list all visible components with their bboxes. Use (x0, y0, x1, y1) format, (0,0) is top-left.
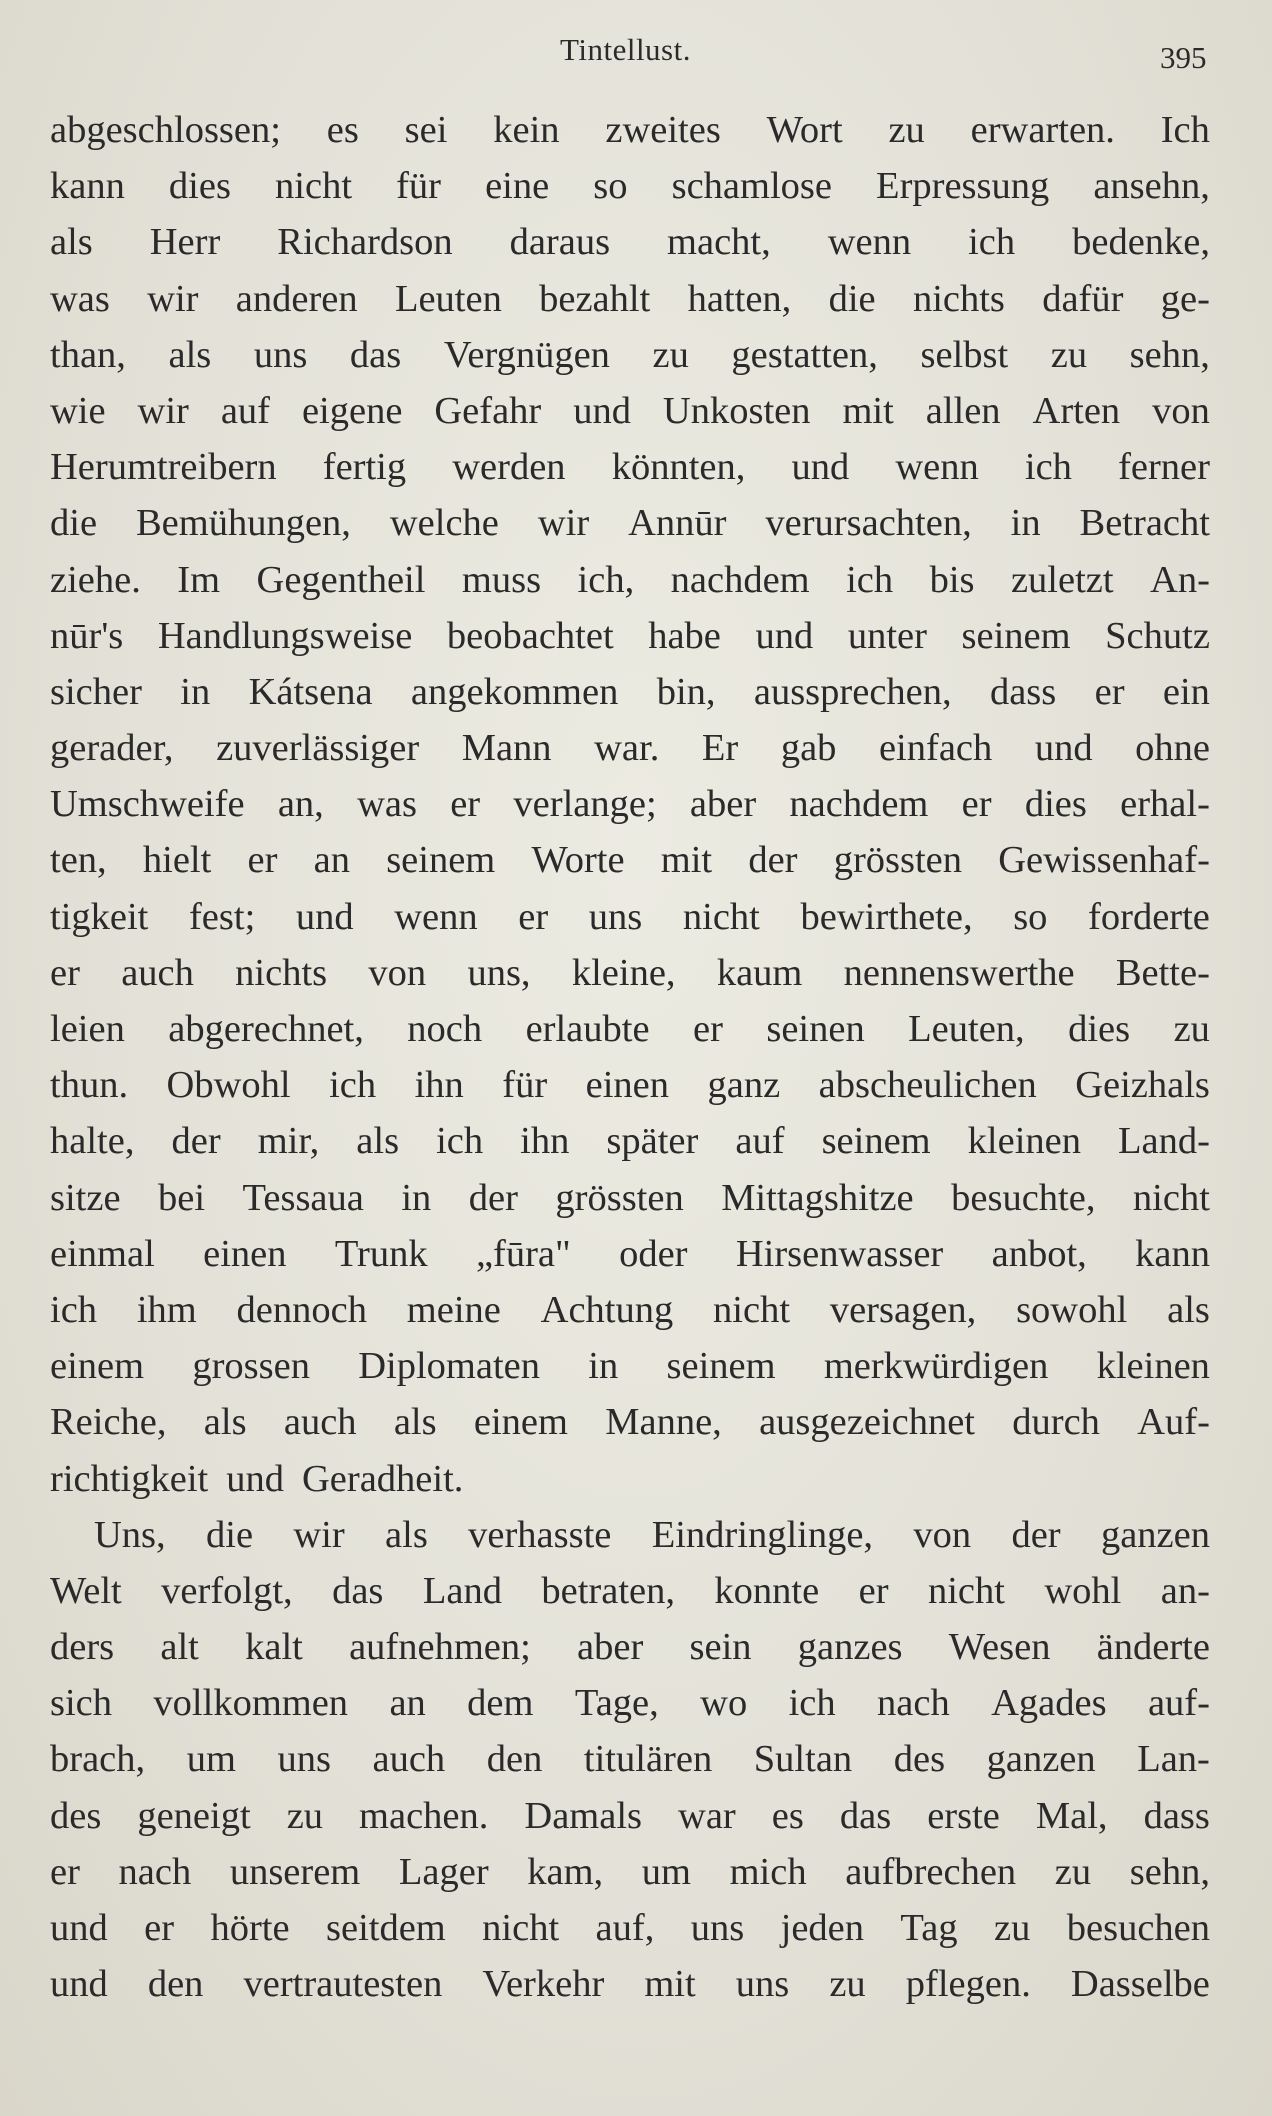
text-line: Herumtreibern fertig werden könnten, und wenn ich ferner (50, 446, 1210, 489)
text-line: thun. Obwohl ich ihn für einen ganz abscheulichen Geizhals (50, 1064, 1210, 1107)
text-line: sitze bei Tessaua in der grössten Mittagshitze besuchte, nicht (50, 1176, 1210, 1219)
text-line: einmal einen Trunk „fūra" oder Hirsenwasser anbot, kann (50, 1232, 1210, 1275)
text-line: und er hörte seitdem nicht auf, uns jeden Tag zu besuchen (50, 1907, 1210, 1949)
text-line: ziehe. Im Gegentheil muss ich, nachdem ich bis zuletzt An- (50, 558, 1210, 601)
text-line: was wir anderen Leuten bezahlt hatten, die nichts dafür ge- (50, 277, 1210, 320)
text-line: des geneigt zu machen. Damals war es das erste Mal, dass (50, 1794, 1210, 1837)
text-line: richtigkeit und Geradheit. (50, 1457, 464, 1500)
text-line: brach, um uns auch den titulären Sultan des ganzen Lan- (50, 1738, 1210, 1781)
text-line: wie wir auf eigene Gefahr und Unkosten mit allen Arten von (50, 389, 1210, 432)
text-line: einem grossen Diplomaten in seinem merkwürdigen kleinen (50, 1345, 1210, 1388)
text-line: sich vollkommen an dem Tage, wo ich nach Agades auf- (50, 1682, 1210, 1725)
text-line: tigkeit fest; und wenn er uns nicht bewirthete, so forderte (50, 895, 1210, 938)
text-line: abgeschlossen; es sei kein zweites Wort zu erwarten. Ich (50, 109, 1210, 151)
text-line: sicher in Kátsena angekommen bin, aussprechen, dass er ein (50, 670, 1210, 713)
text-line: ten, hielt er an seinem Worte mit der grössten Gewissenhaf- (50, 839, 1210, 882)
text-line: und den vertrautesten Verkehr mit uns zu pflegen. Dasselbe (50, 1963, 1210, 2006)
text-line: die Bemühungen, welche wir Annūr verursachten, in Betracht (50, 502, 1210, 545)
text-line: er auch nichts von uns, kleine, kaum nennenswerthe Bette- (50, 951, 1210, 994)
text-line: Welt verfolgt, das Land betraten, konnte er nicht wohl an- (50, 1569, 1210, 1612)
text-line: kann dies nicht für eine so schamlose Erpressung ansehn, (50, 165, 1210, 208)
text-line: Reiche, als auch als einem Manne, ausgezeichnet durch Auf- (50, 1401, 1210, 1444)
text-line: gerader, zuverlässiger Mann war. Er gab einfach und ohne (50, 727, 1210, 770)
body-text (50, 102, 1210, 2012)
running-title: Tintellust. (560, 32, 691, 67)
text-line: Umschweife an, was er verlange; aber nachdem er dies erhal- (50, 783, 1210, 826)
text-line: leien abgerechnet, noch erlaubte er seinen Leuten, dies zu (50, 1008, 1210, 1050)
text-line: ders alt kalt aufnehmen; aber sein ganzes Wesen änderte (50, 1626, 1210, 1669)
text-line: er nach unserem Lager kam, um mich aufbrechen zu sehn, (50, 1850, 1210, 1893)
text-line: Uns, die wir als verhasste Eindringlinge, von der ganzen (94, 1513, 1210, 1556)
text-line: als Herr Richardson daraus macht, wenn ich bedenke, (50, 221, 1210, 264)
text-line: nūr's Handlungsweise beobachtet habe und unter seinem Schutz (50, 614, 1210, 657)
text-line: halte, der mir, als ich ihn später auf seinem kleinen Land- (50, 1120, 1210, 1163)
text-line: ich ihm dennoch meine Achtung nicht versagen, sowohl als (50, 1288, 1210, 1331)
page-number: 395 (1160, 40, 1207, 75)
page-header (0, 30, 1272, 80)
text-line: than, als uns das Vergnügen zu gestatten, selbst zu sehn, (50, 333, 1210, 376)
